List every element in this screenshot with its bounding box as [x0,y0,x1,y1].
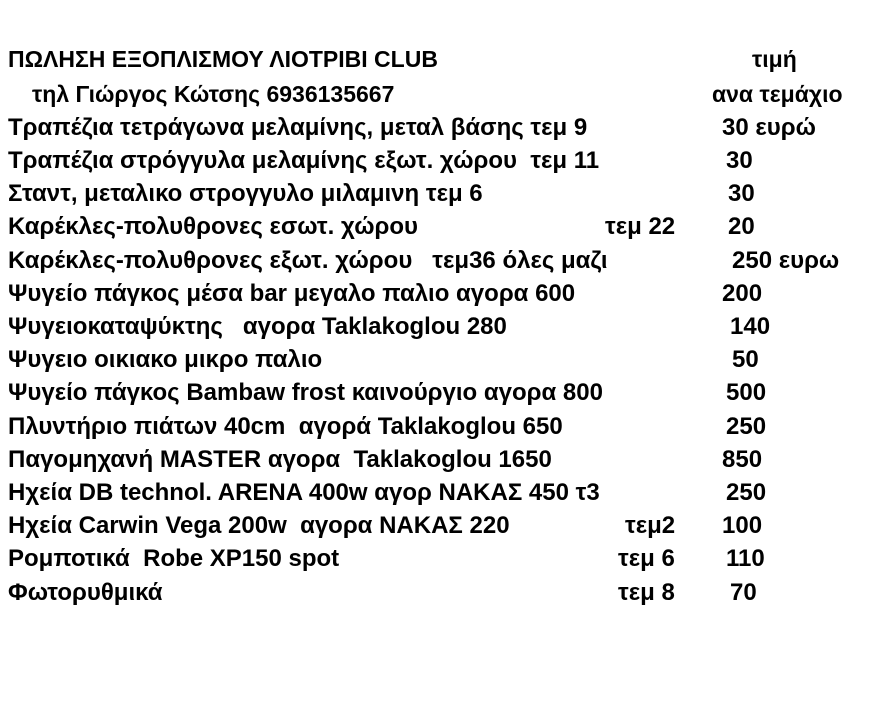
price-column-label: τιμή [752,46,797,72]
item-description: Ψυγείο πάγκος μέσα bar μεγαλο παλιο αγορα 600 [8,280,576,307]
list-item [0,577,757,609]
list-item [0,444,763,476]
item-price: 30 ευρώ [722,114,816,141]
item-description: Φωτορυθμικά [8,579,163,606]
item-description: Ψυγείο πάγκος Bambaw frost καινούργιο αγορα 800 [8,379,603,406]
list-item [0,543,765,575]
page-title-row [0,43,797,75]
item-price: 250 ευρω [732,247,840,274]
item-price: 30 [726,147,753,174]
item-price: 100 [722,512,763,539]
item-price: 110 [726,545,765,572]
item-price: 250 [726,479,767,506]
item-quantity: τεμ 8 [618,579,675,606]
item-quantity: τεμ2 [625,512,676,539]
price-unit-label: ανα τεμάχιο [712,81,843,107]
list-item [0,344,759,376]
item-description: Παγομηχανή MASTER αγορα Taklakoglou 1650 [8,446,552,473]
item-price: 30 [728,180,755,207]
list-item [0,311,771,343]
list-item [0,477,767,509]
item-description: Τραπέζια στρόγγυλα μελαμίνης εξωτ. χώρου τεμ 11 [8,147,600,174]
item-price: 500 [726,379,767,406]
item-price: 200 [722,280,763,307]
item-price: 250 [726,413,767,440]
item-price: 70 [730,579,757,606]
item-description: Ηχεία DB technol. ARENA 400w αγορ ΝΑΚΑΣ 450 τ3 [8,479,600,506]
item-description: Σταντ, μεταλικο στρογγυλο μιλαμινη τεμ 6 [8,180,483,207]
item-price: 20 [728,213,755,240]
item-quantity: τεμ 22 [605,213,676,240]
item-price: 140 [730,313,771,340]
item-price: 50 [732,346,759,373]
item-description: Πλυντήριο πιάτων 40cm αγορά Taklakoglou 650 [8,413,563,440]
list-item [0,278,763,310]
item-description: Ηχεία Carwin Vega 200w αγορα ΝΑΚΑΣ 220 [8,512,510,539]
list-item [0,112,816,144]
list-item [0,178,755,210]
list-item [0,411,767,443]
contact-row [0,78,843,110]
item-description: Ψυγειοκαταψύκτης αγορα Taklakoglou 280 [8,313,507,340]
list-item [0,145,753,177]
contact-info: τηλ Γιώργος Κώτσης 6936135667 [32,81,395,107]
item-quantity: τεμ 6 [618,545,675,572]
list-item [0,245,840,277]
list-item [0,377,767,409]
list-item [0,510,763,542]
item-description: Τραπέζια τετράγωνα μελαμίνης, μεταλ βάσης τεμ 9 [8,114,588,141]
item-description: Καρέκλες-πολυθρονες εξωτ. χώρου τεμ36 όλες μαζι [8,247,608,274]
item-description: Ψυγειο οικιακο μικρο παλιο [8,346,323,373]
item-price: 850 [722,446,763,473]
item-description: Καρέκλες-πολυθρονες εσωτ. χώρου [8,213,419,240]
page-title: ΠΩΛΗΣΗ ΕΞΟΠΛΙΣΜΟΥ ΛΙΟΤΡΙΒΙ CLUB [8,46,438,72]
item-description: Ρομποτικά Robe XP150 spot [8,545,340,572]
list-item [0,211,755,243]
